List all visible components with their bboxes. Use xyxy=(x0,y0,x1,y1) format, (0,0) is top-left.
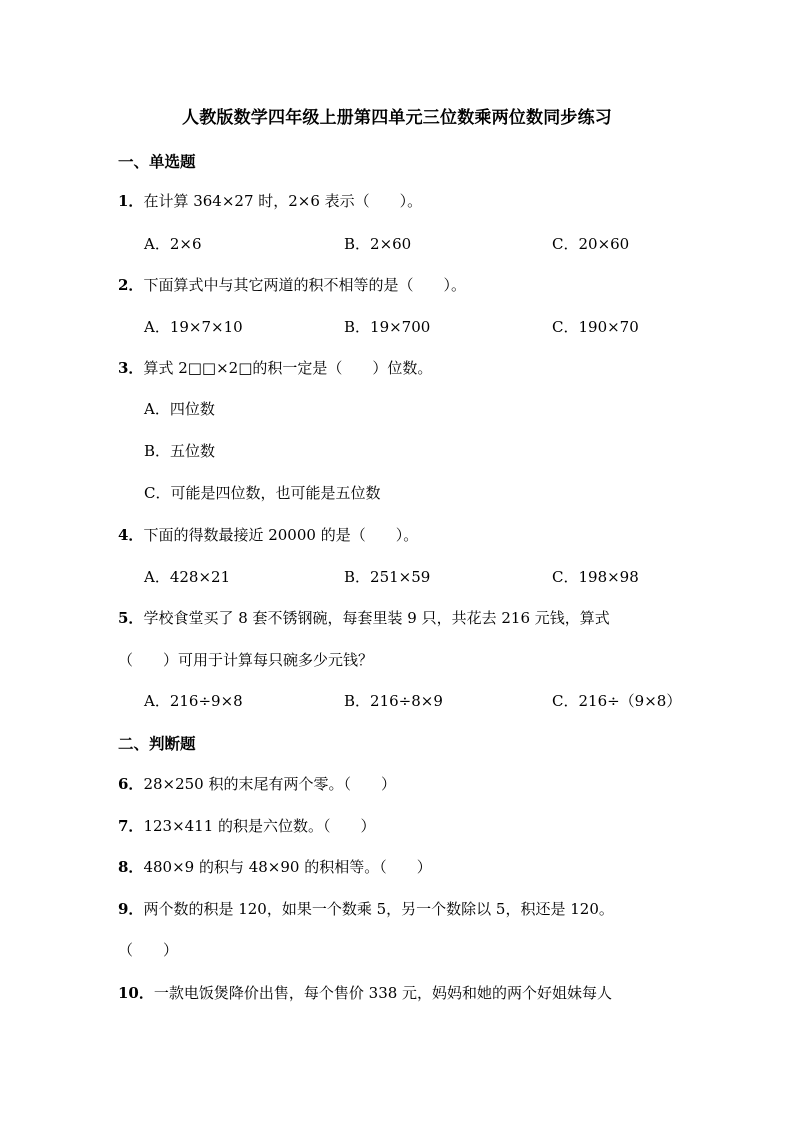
question-4 xyxy=(118,524,418,545)
question-1 xyxy=(118,190,422,211)
option-b: B．19×700 xyxy=(344,318,431,336)
question-2 xyxy=(118,274,466,295)
question-number: 2． xyxy=(118,276,144,294)
section-heading-single-choice: 一、单选题 xyxy=(118,153,196,171)
question-text: 480×9 的积与 48×90 的积相等。（ ） xyxy=(143,858,432,876)
option-c: C．198×98 xyxy=(552,568,639,586)
question-6 xyxy=(118,773,396,794)
question-text: 123×411 的积是六位数。（ ） xyxy=(143,817,376,835)
question-7 xyxy=(118,815,376,836)
question-9-continuation: （ ） xyxy=(118,941,179,959)
option-a: A．2×6 xyxy=(144,235,202,253)
question-number: 5． xyxy=(118,609,144,627)
question-number: 3． xyxy=(118,359,144,377)
option-c: C．20×60 xyxy=(552,235,630,253)
option-a: A．19×7×10 xyxy=(144,318,243,336)
question-number: 10． xyxy=(118,984,154,1002)
question-text: 在计算 364×27 时，2×6 表示（ ）。 xyxy=(143,192,423,210)
question-8 xyxy=(118,856,432,877)
question-text: 学校食堂买了 8 套不锈钢碗，每套里装 9 只，共花去 216 元钱，算式 xyxy=(143,609,610,627)
option-a: A．四位数 xyxy=(144,400,215,418)
option-a: A．216÷9×8 xyxy=(144,692,243,710)
section-heading-true-false: 二、判断题 xyxy=(118,735,196,753)
question-text: 一款电饭煲降价出售，每个售价 338 元，妈妈和她的两个好姐妹每人 xyxy=(153,984,613,1002)
question-number: 9． xyxy=(118,900,144,918)
option-b: B．251×59 xyxy=(344,568,431,586)
question-number: 7． xyxy=(118,817,144,835)
question-9 xyxy=(118,898,614,919)
question-number: 4． xyxy=(118,526,144,544)
option-c: C．可能是四位数，也可能是五位数 xyxy=(144,484,381,502)
question-text: 28×250 积的末尾有两个零。（ ） xyxy=(143,775,396,793)
option-c: C．190×70 xyxy=(552,318,639,336)
question-number: 6． xyxy=(118,775,144,793)
question-10 xyxy=(118,982,612,1003)
question-5-continuation: （ ）可用于计算每只碗多少元钱？ xyxy=(118,651,374,669)
question-text: 下面算式中与其它两道的积不相等的是（ ）。 xyxy=(143,276,466,294)
question-5 xyxy=(118,607,610,628)
option-b: B．五位数 xyxy=(144,442,216,460)
option-b: B．216÷8×9 xyxy=(344,692,443,710)
question-3 xyxy=(118,357,432,378)
question-text: 两个数的积是 120，如果一个数乘 5，另一个数除以 5，积还是 120。 xyxy=(143,900,614,918)
option-b: B．2×60 xyxy=(344,235,412,253)
option-a: A．428×21 xyxy=(144,568,231,586)
option-c: C．216÷（9×8） xyxy=(552,692,682,710)
question-number: 8． xyxy=(118,858,144,876)
question-text: 算式 2□□×2□的积一定是（ ）位数。 xyxy=(143,359,433,377)
page-title: 人教版数学四年级上册第四单元三位数乘两位数同步练习 xyxy=(182,108,612,128)
question-text: 下面的得数最接近 20000 的是（ ）。 xyxy=(143,526,419,544)
question-number: 1． xyxy=(118,192,144,210)
